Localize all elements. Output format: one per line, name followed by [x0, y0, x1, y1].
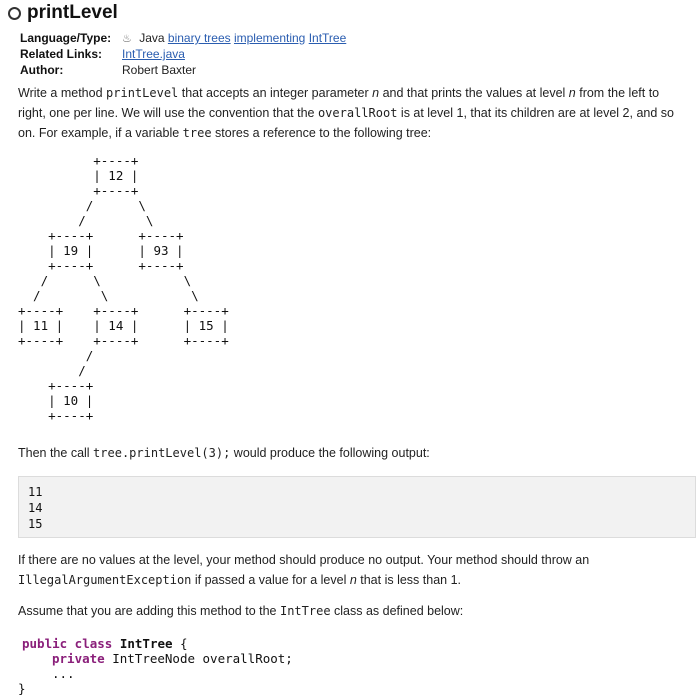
page-title: printLevel: [27, 2, 118, 23]
no-values-paragraph: If there are no values at the level, your method should produce no output. Your method should throw an IllegalArgumentException if passed a value for a level n that is less than 1.: [18, 553, 590, 587]
tree-diagram: +----+ | 12 | +----+ / \ / \ +----+ +----+ | 19 | | 93 | +----+ +----+ / \ \ / \ \ +----+ +----+ +----+ | 11 | | 14 | | 15 | +----+ +----+ +----+ / / +----+ | 10 | +----+: [18, 153, 229, 423]
link-inttree[interactable]: IntTree: [308, 31, 347, 45]
assume-paragraph: Assume that you are adding this method to the IntTree class as defined below:: [18, 604, 464, 618]
class-code: public class IntTree { private IntTreeNode overallRoot; ... }: [18, 636, 293, 696]
language-prefix: Java: [139, 31, 165, 45]
title-row: [8, 2, 118, 24]
call-sentence: Then the call tree.printLevel(3); would produce the following output:: [18, 446, 430, 460]
related-label: Related Links:: [20, 47, 103, 61]
link-inttree-java[interactable]: IntTree.java: [122, 47, 185, 61]
author-label: Author:: [20, 63, 64, 77]
status-circle-icon: [8, 7, 21, 20]
intro-paragraph: Write a method printLevel that accepts an integer parameter n and that prints the values at level n from the left to right, one per line. We will use the convention that the overallRoot is at level 1, that its children are at level 2, and so on. For example, if a variable tree stores a reference to the following tree:: [18, 86, 674, 140]
language-label: Language/Type:: [20, 31, 112, 45]
link-implementing[interactable]: implementing: [233, 31, 306, 45]
output-line: 14: [28, 501, 43, 515]
output-line: 15: [28, 517, 43, 531]
language-value: [122, 30, 346, 46]
problem-meta: [20, 30, 346, 78]
output-box: [18, 476, 696, 538]
link-binary-trees[interactable]: binary trees: [167, 31, 231, 45]
author-value: Robert Baxter: [122, 63, 197, 77]
java-icon: ♨: [122, 33, 132, 45]
output-line: 11: [28, 485, 43, 499]
